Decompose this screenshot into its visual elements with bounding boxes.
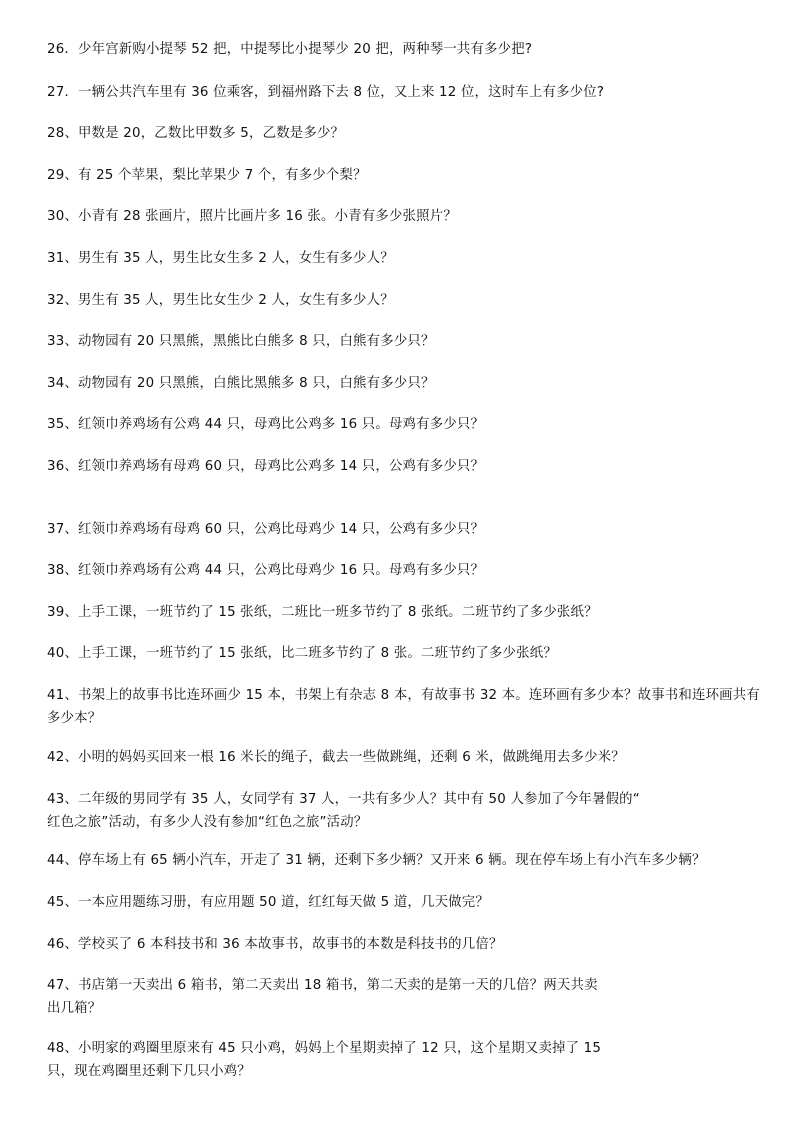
problem-29 (47, 164, 767, 187)
problem-text-continued: 出几箱？ (47, 1001, 102, 1016)
problem-46 (47, 933, 767, 956)
problem-36 (47, 455, 767, 478)
problem-text: 38、红领巾养鸡场有公鸡 44 只，公鸡比母鸡少 16 只。母鸡有多少只？ (47, 563, 485, 578)
problem-text: 44、停车场上有 65 辆小汽车，开走了 31 辆，还剩下多少辆？又开来 6 辆。现在停车场上有小汽车多少辆？ (47, 853, 706, 868)
problem-43 (47, 788, 767, 834)
problem-26 (47, 38, 767, 61)
problem-text: 30、小青有 28 张画片，照片比画片多 16 张。小青有多少张照片？ (47, 209, 457, 224)
problem-34 (47, 372, 767, 395)
problem-45 (47, 891, 767, 914)
problem-41 (47, 684, 767, 730)
problem-text: 40、上手工课，一班节约了 15 张纸，比二班多节约了 8 张。二班节约了多少张纸？ (47, 646, 557, 661)
problem-text: 48、小明家的鸡圈里原来有 45 只小鸡，妈妈上个星期卖掉了 12 只，这个星期又卖掉了 15 (47, 1041, 602, 1056)
problem-text: 32、男生有 35 人，男生比女生少 2 人，女生有多少人？ (47, 293, 394, 308)
problem-48 (47, 1037, 767, 1083)
problem-35 (47, 413, 767, 436)
problem-text: 27．一辆公共汽车里有 36 位乘客，到福州路下去 8 位，又上来 12 位，这时车上有多少位? (47, 85, 605, 100)
problem-text: 42、小明的妈妈买回来一根 16 米长的绳子，截去一些做跳绳，还剩 6 米，做跳绳用去多少米？ (47, 750, 625, 765)
problem-42 (47, 746, 767, 769)
problem-text: 46、学校买了 6 本科技书和 36 本故事书，故事书的本数是科技书的几倍？ (47, 937, 503, 952)
problem-text-continued: 只，现在鸡圈里还剩下几只小鸡？ (47, 1064, 251, 1079)
problem-text: 41、书架上的故事书比连环画少 15 本，书架上有杂志 8 本，有故事书 32 本。连环画有多少本？故事书和连环画共有 (47, 688, 760, 703)
problem-text: 31、男生有 35 人，男生比女生多 2 人，女生有多少人？ (47, 251, 394, 266)
problem-31 (47, 247, 767, 270)
problem-text: 28、甲数是 20，乙数比甲数多 5，乙数是多少？ (47, 126, 345, 141)
problem-27 (47, 81, 767, 104)
problem-37 (47, 518, 767, 541)
problem-33 (47, 330, 767, 353)
problem-text: 36、红领巾养鸡场有母鸡 60 只，母鸡比公鸡多 14 只，公鸡有多少只？ (47, 459, 485, 474)
problem-39 (47, 601, 767, 624)
problem-text: 37、红领巾养鸡场有母鸡 60 只，公鸡比母鸡少 14 只，公鸡有多少只？ (47, 522, 485, 537)
problem-28 (47, 122, 767, 145)
problem-text: 43、二年级的男同学有 35 人，女同学有 37 人，一共有多少人？其中有 50 人参加了今年暑假的“ (47, 792, 640, 807)
problem-text: 26．少年宫新购小提琴 52 把，中提琴比小提琴少 20 把，两种琴一共有多少把? (47, 42, 533, 57)
problem-44 (47, 849, 767, 872)
problem-38 (47, 559, 767, 582)
problem-40 (47, 642, 767, 665)
problem-text-continued: 红色之旅”活动，有多少人没有参加“红色之旅”活动？ (47, 815, 368, 830)
problem-47 (47, 974, 767, 1020)
problem-text: 35、红领巾养鸡场有公鸡 44 只，母鸡比公鸡多 16 只。母鸡有多少只？ (47, 417, 485, 432)
problem-text: 45、一本应用题练习册，有应用题 50 道，红红每天做 5 道，几天做完？ (47, 895, 489, 910)
problem-30 (47, 205, 767, 228)
problem-text: 34、动物园有 20 只黑熊，白熊比黑熊多 8 只，白熊有多少只？ (47, 376, 435, 391)
problem-text: 33、动物园有 20 只黑熊，黑熊比白熊多 8 只，白熊有多少只？ (47, 334, 435, 349)
problem-text: 39、上手工课，一班节约了 15 张纸，二班比一班多节约了 8 张纸。二班节约了多少张纸？ (47, 605, 598, 620)
problem-text: 47、书店第一天卖出 6 箱书，第二天卖出 18 箱书，第二天卖的是第一天的几倍？两天共卖 (47, 978, 598, 993)
problem-text: 29、有 25 个苹果，梨比苹果少 7 个，有多少个梨？ (47, 168, 367, 183)
problem-32 (47, 289, 767, 312)
problem-text-continued: 多少本？ (47, 711, 102, 726)
